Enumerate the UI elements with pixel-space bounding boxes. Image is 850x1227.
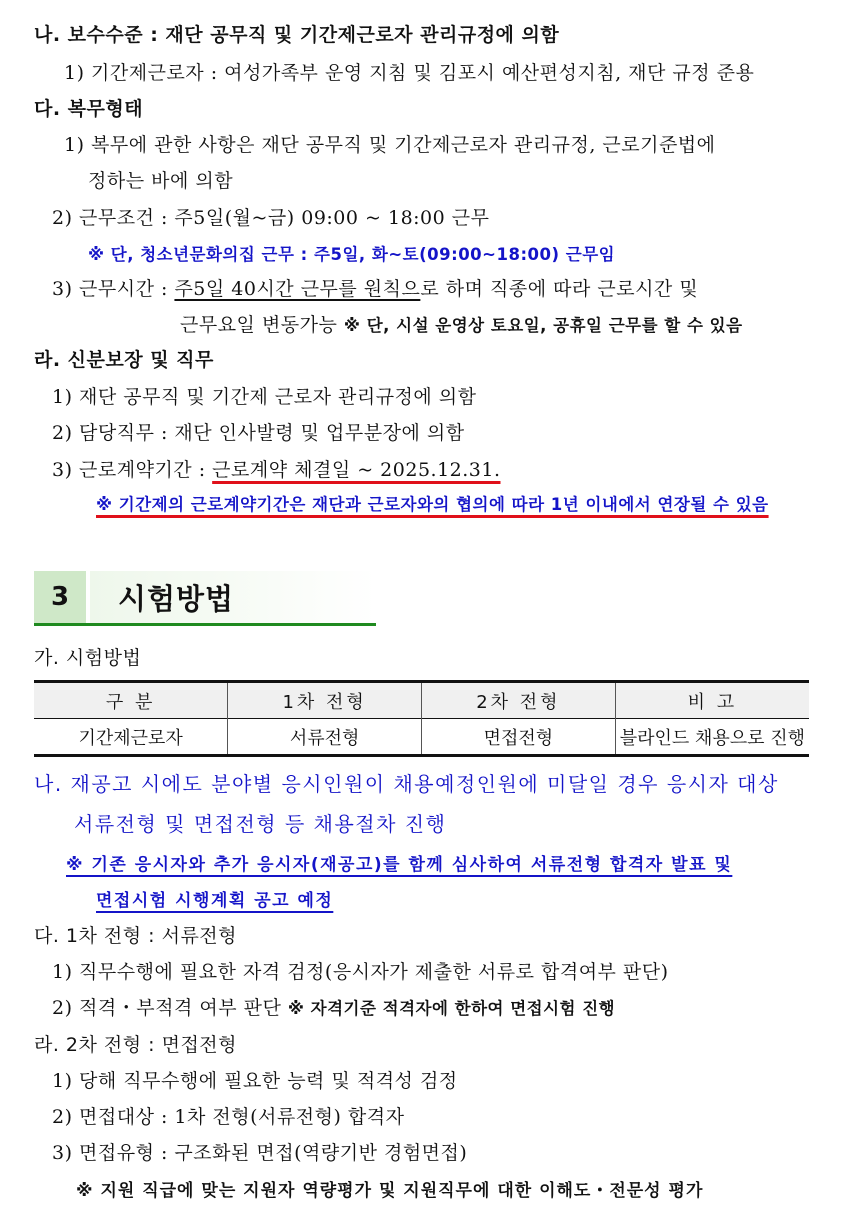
status-item-3-note: ※ 기간제의 근로계약기간은 재단과 근로자와의 협의에 따라 1년 이내에서 연장될 수 있음 [96,495,769,514]
service-item-3-underlined: 주5일 40시간 근무를 원칙으 [174,278,421,300]
pay-item-1: 1) 기간제근로자 : 여성가족부 운영 지침 및 김포시 예산편성지침, 재단 규정 준용 [64,62,755,84]
repost-note-line-2: 면접시험 시행계획 공고 예정 [96,891,334,911]
table-header-stage-2: 2차 전형 [422,682,616,719]
stage-1-item-2-text: 2) 적격・부적격 여부 판단 [52,997,288,1019]
stage-2-item-2: 2) 면접대상 : 1차 전형(서류전형) 합격자 [52,1106,405,1128]
repost-note-line-1: ※ 기존 응시자와 추가 응시자(재공고)를 함께 심사하여 서류전형 합격자 발표 및 [66,855,733,875]
stage-2-note: ※ 지원 직급에 맞는 지원자 역량평가 및 지원직무에 대한 이해도・전문성 평가 [76,1181,704,1201]
service-item-2-note: ※ 단, 청소년문화의집 근무 : 주5일, 화~토(09:00~18:00) 근무임 [88,245,616,264]
section-title: 시험방법 [90,571,376,623]
table-cell-stage-2: 면접전형 [422,719,616,756]
service-item-2: 2) 근무조건 : 주5일(월~금) 09:00 ~ 18:00 근무 [52,207,490,229]
stage-2-item-1: 1) 당해 직무수행에 필요한 능력 및 적격성 검정 [52,1070,458,1092]
repost-line-2: 서류전형 및 면접전형 등 채용절차 진행 [74,812,447,836]
exam-method-table [34,680,809,757]
service-item-3-line-2-text: 근무요일 변동가능 [180,314,344,336]
status-item-1: 1) 재단 공무직 및 기간제 근로자 관리규정에 의함 [52,386,477,408]
table-header-remarks: 비 고 [615,682,809,719]
service-item-3-note: ※ 단, 시설 운영상 토요일, 공휴일 근무를 할 수 있음 [343,316,743,335]
table-cell-category: 기간제근로자 [78,727,183,749]
section-3-banner [34,571,376,625]
status-item-3-prefix: 3) 근로계약기간 : [52,459,213,481]
service-item-1-line-1: 1) 복무에 관한 사항은 재단 공무직 및 기간제근로자 관리규정, 근로기준법에 [64,134,716,156]
table-cell-remarks: 블라인드 채용으로 진행 [615,719,809,756]
stage-1-item-2 [52,993,615,1020]
table-header-stage-1: 1차 전형 [228,682,422,719]
status-item-2: 2) 담당직무 : 재단 인사발령 및 업무분장에 의함 [52,422,465,444]
service-item-3-line-1 [52,274,698,301]
status-heading: 라. 신분보장 및 직무 [34,349,214,371]
stage-1-heading: 다. 1차 전형 : 서류전형 [34,925,238,947]
stage-2-heading: 라. 2차 전형 : 면접전형 [34,1034,238,1056]
service-heading: 다. 복무형태 [34,98,144,120]
status-item-3 [52,455,501,482]
service-item-3-prefix: 3) 근무시간 : [52,278,175,300]
service-item-1-line-2: 정하는 바에 의함 [88,170,234,192]
table-row [34,719,809,756]
table-header-category: 구 분 [105,691,156,713]
stage-1-item-1: 1) 직무수행에 필요한 자격 검정(응시자가 제출한 서류로 합격여부 판단) [52,961,669,983]
method-heading: 가. 시험방법 [34,647,142,669]
pay-heading: 나. 보수수준 : 재단 공무직 및 기간제근로자 관리규정에 의함 [34,24,560,46]
repost-line-1: 나. 재공고 시에도 분야별 응시인원이 채용예정인원에 미달일 경우 응시자 대상 [34,772,779,796]
table-cell-stage-1: 서류전형 [228,719,422,756]
service-item-3-rest: 로 하며 직종에 따라 근로시간 및 [420,278,699,300]
table-header-row [34,682,809,719]
status-item-3-period: 근로계약 체결일 ~ 2025.12.31. [212,459,501,481]
stage-2-item-3: 3) 면접유형 : 구조화된 면접(역량기반 경험면접) [52,1142,468,1164]
service-item-3-line-2 [180,310,743,337]
section-number: 3 [34,571,86,623]
stage-1-item-2-note: ※ 자격기준 적격자에 한하여 면접시험 진행 [287,999,616,1018]
section-underline [34,623,376,626]
